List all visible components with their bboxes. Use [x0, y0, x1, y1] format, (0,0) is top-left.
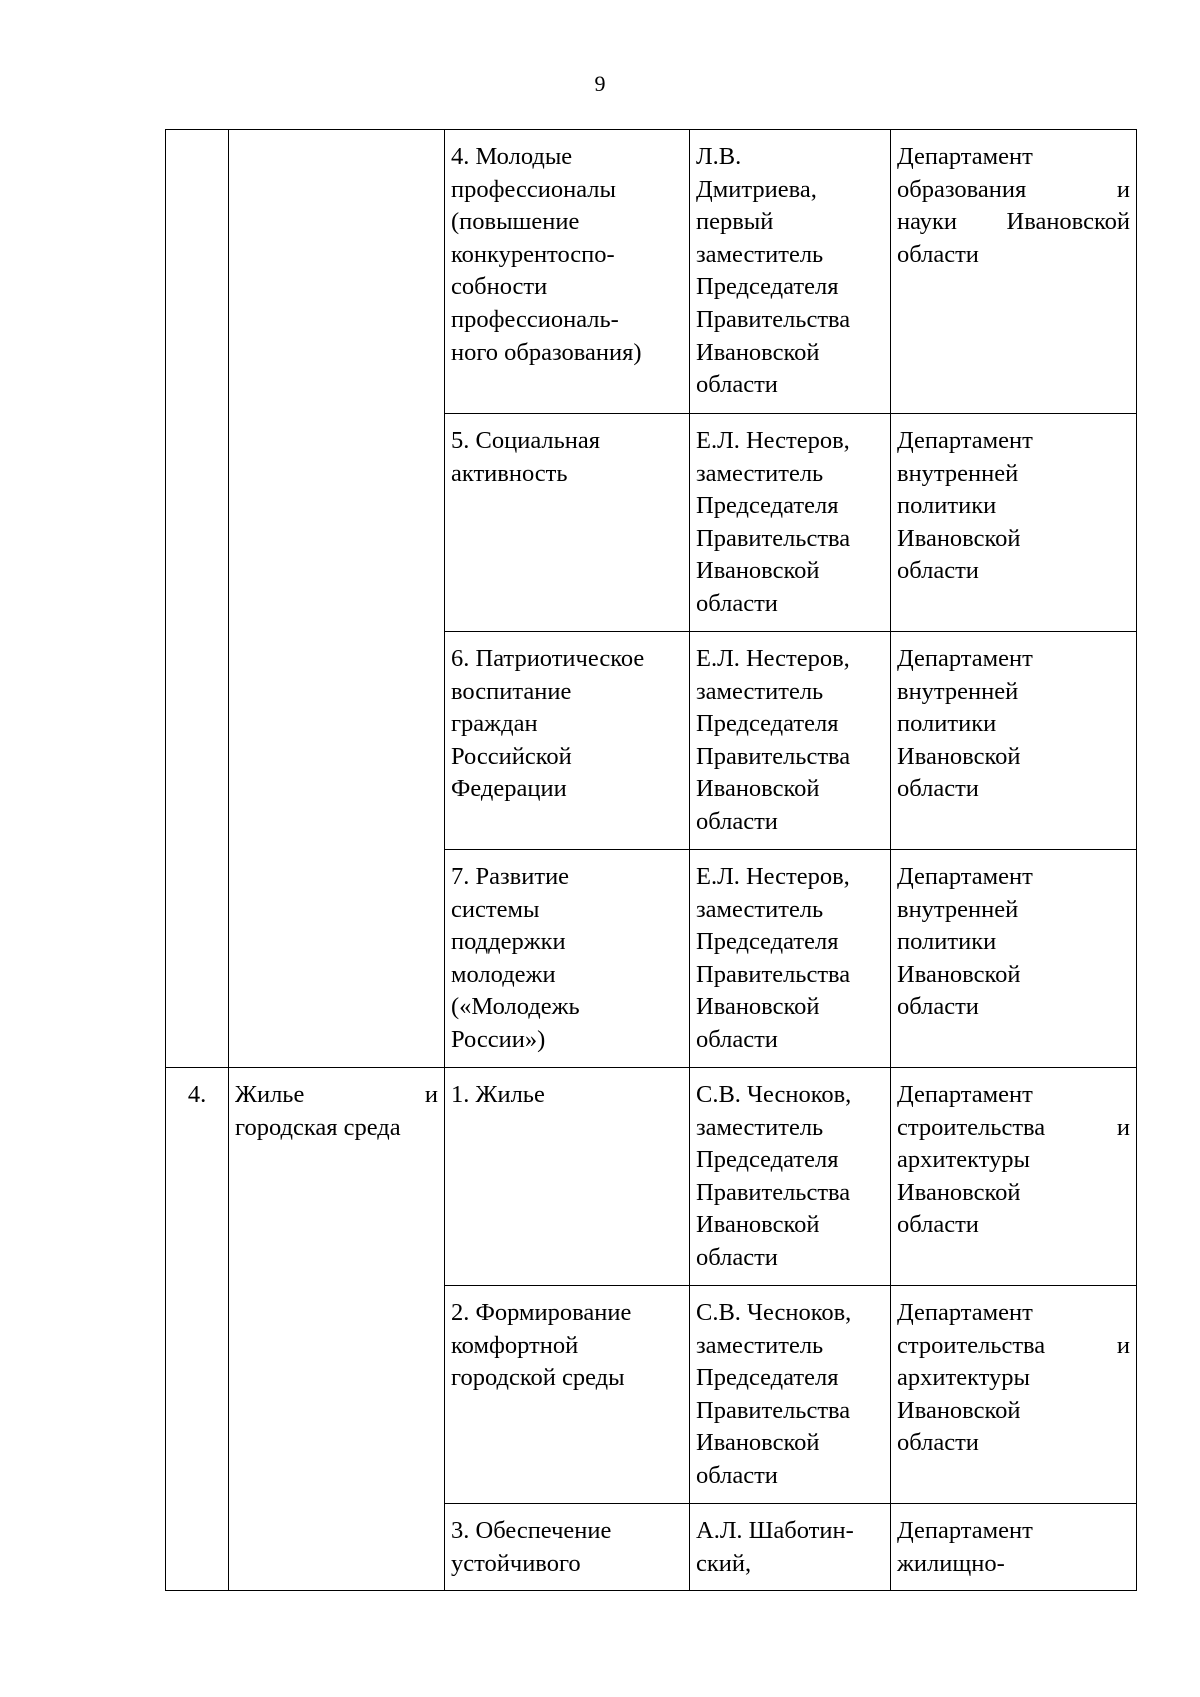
text-line	[897, 1177, 1130, 1210]
text-word: области	[897, 557, 979, 585]
text-line	[897, 1395, 1130, 1428]
text-line: Ивановской	[696, 775, 820, 803]
text-word: области	[897, 993, 979, 1021]
text-line	[897, 141, 1130, 174]
text-line: Председателя	[696, 928, 839, 956]
text-line: Правительства	[696, 524, 851, 552]
department-cell	[891, 130, 1137, 414]
text-word: внутренней	[897, 459, 1019, 487]
text-line: комфортной	[451, 1331, 579, 1359]
text-line: поддержки	[451, 928, 566, 956]
text-line: заместитель	[696, 677, 824, 705]
text-word: Ивановской	[1006, 208, 1130, 236]
text-line: воспитание	[451, 677, 572, 705]
text-word: области	[897, 1211, 979, 1239]
text-word: архитектуры	[897, 1364, 1030, 1392]
text-line: области	[696, 589, 778, 617]
text-line: заместитель	[696, 459, 824, 487]
text-word: внутренней	[897, 895, 1019, 923]
text-word: и	[424, 1081, 438, 1108]
text-line: Председателя	[696, 1364, 839, 1392]
text-line	[235, 1112, 438, 1145]
text-line	[897, 676, 1130, 709]
text-line	[235, 1079, 438, 1112]
text-word: Ивановской	[897, 1396, 1021, 1424]
text-line: Е.Л. Нестеров,	[696, 863, 850, 890]
responsible-cell	[690, 1286, 891, 1504]
text-line: 7. Развитие	[451, 863, 570, 890]
text-line: 2. Формирование	[451, 1299, 632, 1326]
project-cell	[445, 130, 690, 414]
text-line	[897, 1209, 1130, 1242]
text-line: Е.Л. Нестеров,	[696, 427, 850, 454]
text-line: 5. Социальная	[451, 427, 601, 454]
text-word: городская среда	[235, 1113, 401, 1141]
text-word: политики	[897, 928, 997, 956]
projects-table	[165, 129, 1137, 1591]
department-cell	[891, 1286, 1137, 1504]
text-line	[897, 741, 1130, 774]
text-line: собности	[451, 273, 548, 301]
text-line	[897, 1548, 1130, 1581]
text-line: Правительства	[696, 305, 851, 333]
row-number-cell	[166, 130, 229, 1068]
text-word: строительства	[897, 1113, 1046, 1141]
text-word: Департамент	[897, 427, 1033, 454]
text-line: Ивановской	[696, 557, 820, 585]
text-word: и	[1116, 1113, 1130, 1141]
text-line: Председателя	[696, 492, 839, 520]
text-line: молодежи	[451, 960, 556, 988]
text-word: и	[1116, 1331, 1130, 1359]
text-line	[897, 991, 1130, 1024]
text-line: области	[696, 807, 778, 835]
text-line	[897, 425, 1130, 458]
text-line: А.Л. Шаботин-	[696, 1517, 854, 1544]
row-number-cell: 4.	[166, 1068, 229, 1591]
department-cell	[891, 414, 1137, 632]
responsible-cell	[690, 130, 891, 414]
text-line: активность	[451, 459, 568, 487]
text-line: Федерации	[451, 775, 567, 803]
text-word: политики	[897, 492, 997, 520]
text-line: С.В. Чесноков,	[696, 1299, 852, 1326]
text-line: Правительства	[696, 1396, 851, 1424]
text-line	[897, 555, 1130, 588]
responsible-cell	[690, 1068, 891, 1286]
text-line: профессиональ-	[451, 305, 619, 333]
text-word: области	[897, 240, 979, 268]
text-line: России»)	[451, 1025, 546, 1053]
text-line: («Молодежь	[451, 993, 580, 1021]
responsible-cell	[690, 1504, 891, 1591]
text-line: первый	[696, 208, 774, 236]
text-line	[897, 239, 1130, 272]
text-line	[897, 1515, 1130, 1548]
project-cell	[445, 414, 690, 632]
text-line: Правительства	[696, 960, 851, 988]
text-line	[897, 1112, 1130, 1145]
text-line: Дмитриева,	[696, 175, 817, 203]
text-line: заместитель	[696, 1113, 824, 1141]
text-line: области	[696, 1025, 778, 1053]
text-line	[897, 458, 1130, 491]
text-line: профессионалы	[451, 175, 616, 203]
project-cell	[445, 1286, 690, 1504]
department-cell	[891, 632, 1137, 850]
area-cell	[229, 130, 445, 1068]
text-line: Правительства	[696, 1178, 851, 1206]
text-line	[897, 1362, 1130, 1395]
department-cell	[891, 1068, 1137, 1286]
text-word: Департамент	[897, 863, 1033, 890]
department-cell	[891, 850, 1137, 1068]
text-line	[897, 1079, 1130, 1112]
text-line: заместитель	[696, 240, 824, 268]
text-word: области	[897, 775, 979, 803]
text-line: заместитель	[696, 895, 824, 923]
text-word: Департамент	[897, 1081, 1033, 1108]
text-line: ного образования)	[451, 338, 642, 366]
area-cell	[229, 1068, 445, 1591]
text-line	[897, 523, 1130, 556]
text-line: Л.В.	[696, 143, 742, 170]
text-word: жилищно-	[897, 1549, 1005, 1577]
text-line: 6. Патриотическое	[451, 645, 645, 672]
responsible-cell	[690, 632, 891, 850]
text-line: конкурентоспо-	[451, 240, 615, 268]
text-word: Департамент	[897, 1299, 1033, 1326]
text-word: Ивановской	[897, 1178, 1021, 1206]
text-line: 3. Обеспечение	[451, 1517, 612, 1544]
text-line: области	[696, 1243, 778, 1271]
text-line: Ивановской	[696, 1429, 820, 1457]
text-line: заместитель	[696, 1331, 824, 1359]
text-line	[897, 643, 1130, 676]
text-line: области	[696, 371, 778, 399]
table-row	[166, 130, 1137, 414]
text-line: граждан	[451, 710, 538, 738]
text-word: и	[1116, 175, 1130, 203]
text-line	[897, 861, 1130, 894]
text-line: С.В. Чесноков,	[696, 1081, 852, 1108]
text-line: Российской	[451, 742, 572, 770]
text-line	[897, 1330, 1130, 1363]
text-line: городской среды	[451, 1364, 625, 1392]
text-line: Председателя	[696, 273, 839, 301]
text-word: внутренней	[897, 677, 1019, 705]
text-word: Департамент	[897, 143, 1033, 170]
text-line	[897, 708, 1130, 741]
responsible-cell	[690, 414, 891, 632]
text-line: 1. Жилье	[451, 1081, 545, 1108]
text-line	[897, 773, 1130, 806]
text-line	[897, 894, 1130, 927]
text-line: Ивановской	[696, 338, 820, 366]
text-word: строительства	[897, 1331, 1046, 1359]
text-word: Ивановской	[897, 742, 1021, 770]
text-line: Ивановской	[696, 1211, 820, 1239]
table-row	[166, 1068, 1137, 1286]
department-cell	[891, 1504, 1137, 1591]
text-line: устойчивого	[451, 1549, 581, 1577]
text-line: Председателя	[696, 1146, 839, 1174]
text-word: Жилье	[235, 1081, 305, 1108]
text-word: науки	[897, 208, 958, 236]
text-word: образования	[897, 175, 1027, 203]
text-line: области	[696, 1461, 778, 1489]
text-line	[897, 1144, 1130, 1177]
text-word: политики	[897, 710, 997, 738]
project-cell	[445, 1504, 690, 1591]
text-line	[897, 1427, 1130, 1460]
text-word: области	[897, 1429, 979, 1457]
responsible-cell	[690, 850, 891, 1068]
text-line: (повышение	[451, 208, 580, 236]
text-word: Ивановской	[897, 960, 1021, 988]
project-cell	[445, 1068, 690, 1286]
text-line: Ивановской	[696, 993, 820, 1021]
text-line: Е.Л. Нестеров,	[696, 645, 850, 672]
text-word: архитектуры	[897, 1146, 1030, 1174]
text-word: Ивановской	[897, 524, 1021, 552]
text-word: Департамент	[897, 645, 1033, 672]
project-cell	[445, 632, 690, 850]
text-line: ский,	[696, 1549, 752, 1577]
page-number: 9	[594, 71, 606, 96]
text-line	[897, 490, 1130, 523]
text-line: 4. Молодые	[451, 143, 573, 170]
text-line	[897, 1297, 1130, 1330]
text-line: Правительства	[696, 742, 851, 770]
text-line	[897, 959, 1130, 992]
text-word: Департамент	[897, 1517, 1033, 1544]
text-line: Председателя	[696, 710, 839, 738]
text-line	[897, 174, 1130, 207]
text-line	[897, 926, 1130, 959]
text-line	[897, 206, 1130, 239]
project-cell	[445, 850, 690, 1068]
text-line: системы	[451, 895, 540, 923]
